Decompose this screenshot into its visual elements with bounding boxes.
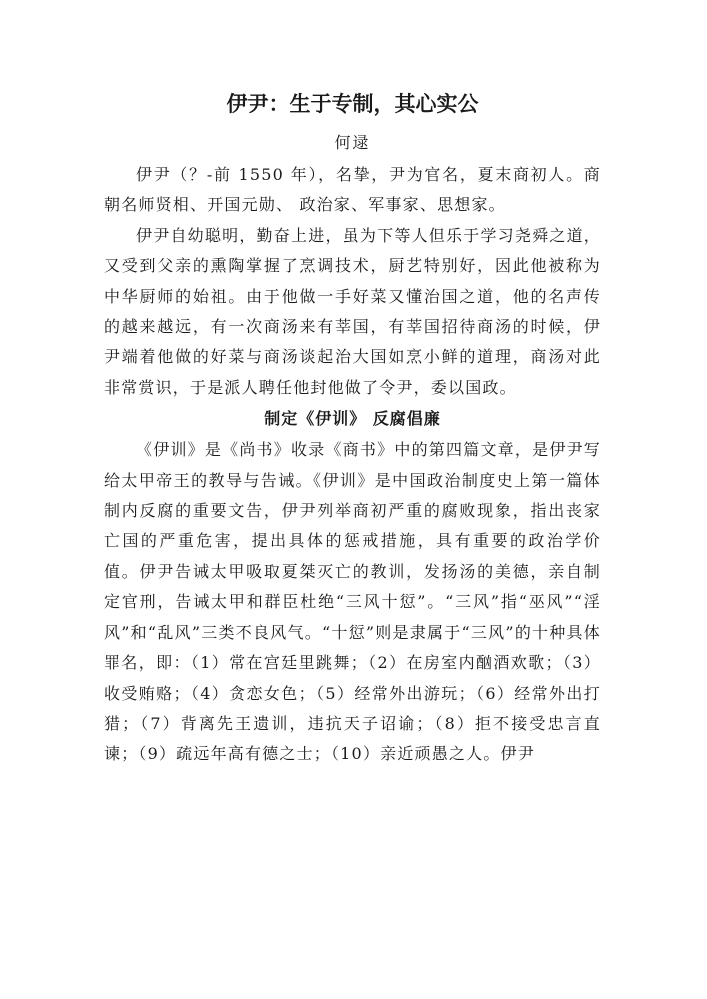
document-title: 伊尹：生于专制，其心实公: [226, 91, 479, 116]
paragraph-biography: 伊尹自幼聪明，勤奋上进，虽为下等人但乐于学习尧舜之道，又受到父亲的熏陶掌握了烹调技术，厨艺特别好，因此他被称为中华厨师的始祖。由于他做一手好菜又懂治国之道，他的名声传的越来越远，有一次商汤来有莘国，有莘国招待商汤的时候，伊尹端着他做的好菜与商汤谈起治大国如烹小鲜的道理，商汤对此非常赏识，于是派人聘任他封他做了令尹，委以国政。: [104, 225, 601, 397]
paragraph-intro: 伊尹（？-前 1550 年），名挚，尹为官名，夏末商初人。商朝名师贤相、开国元勋、 政治家、军事家、思想家。: [104, 165, 601, 215]
paragraph-yixun: 《伊训》是《尚书》收录《商书》中的第四篇文章，是伊尹写给太甲帝王的教导与告诫。《伊训》是中国政治制度史上第一篇体制内反腐的重要文告，伊尹列举商初严重的腐败现象，指出丧家亡国的严重危害，提出具体的惩戒措施，具有重要的政治学价值。伊尹告诫太甲吸取夏桀灭亡的教训，发扬汤的美德，亲自制定官刑，告诫太甲和群臣杜绝“三风十愆”。“三风”指“巫风”“淫风”和“乱风”三类不良风气。“十愆”则是隶属于“三风”的十种具体罪名，即：（1）常在宫廷里跳舞；（2）在房室内酗酒欢歌；（3）收受贿赂；（4）贪恋女色；（5）经常外出游玩；（6）经常外出打猎；（7）背离先王遗训，违抗天子诏谕；（8）拒不接受忠言直谏；（9）疏远年高有德之士；（10）亲近顽愚之人。伊尹: [104, 440, 601, 764]
section-heading: 制定《伊训》 反腐倡廉: [264, 409, 441, 429]
author-name: 何逯: [334, 133, 371, 152]
